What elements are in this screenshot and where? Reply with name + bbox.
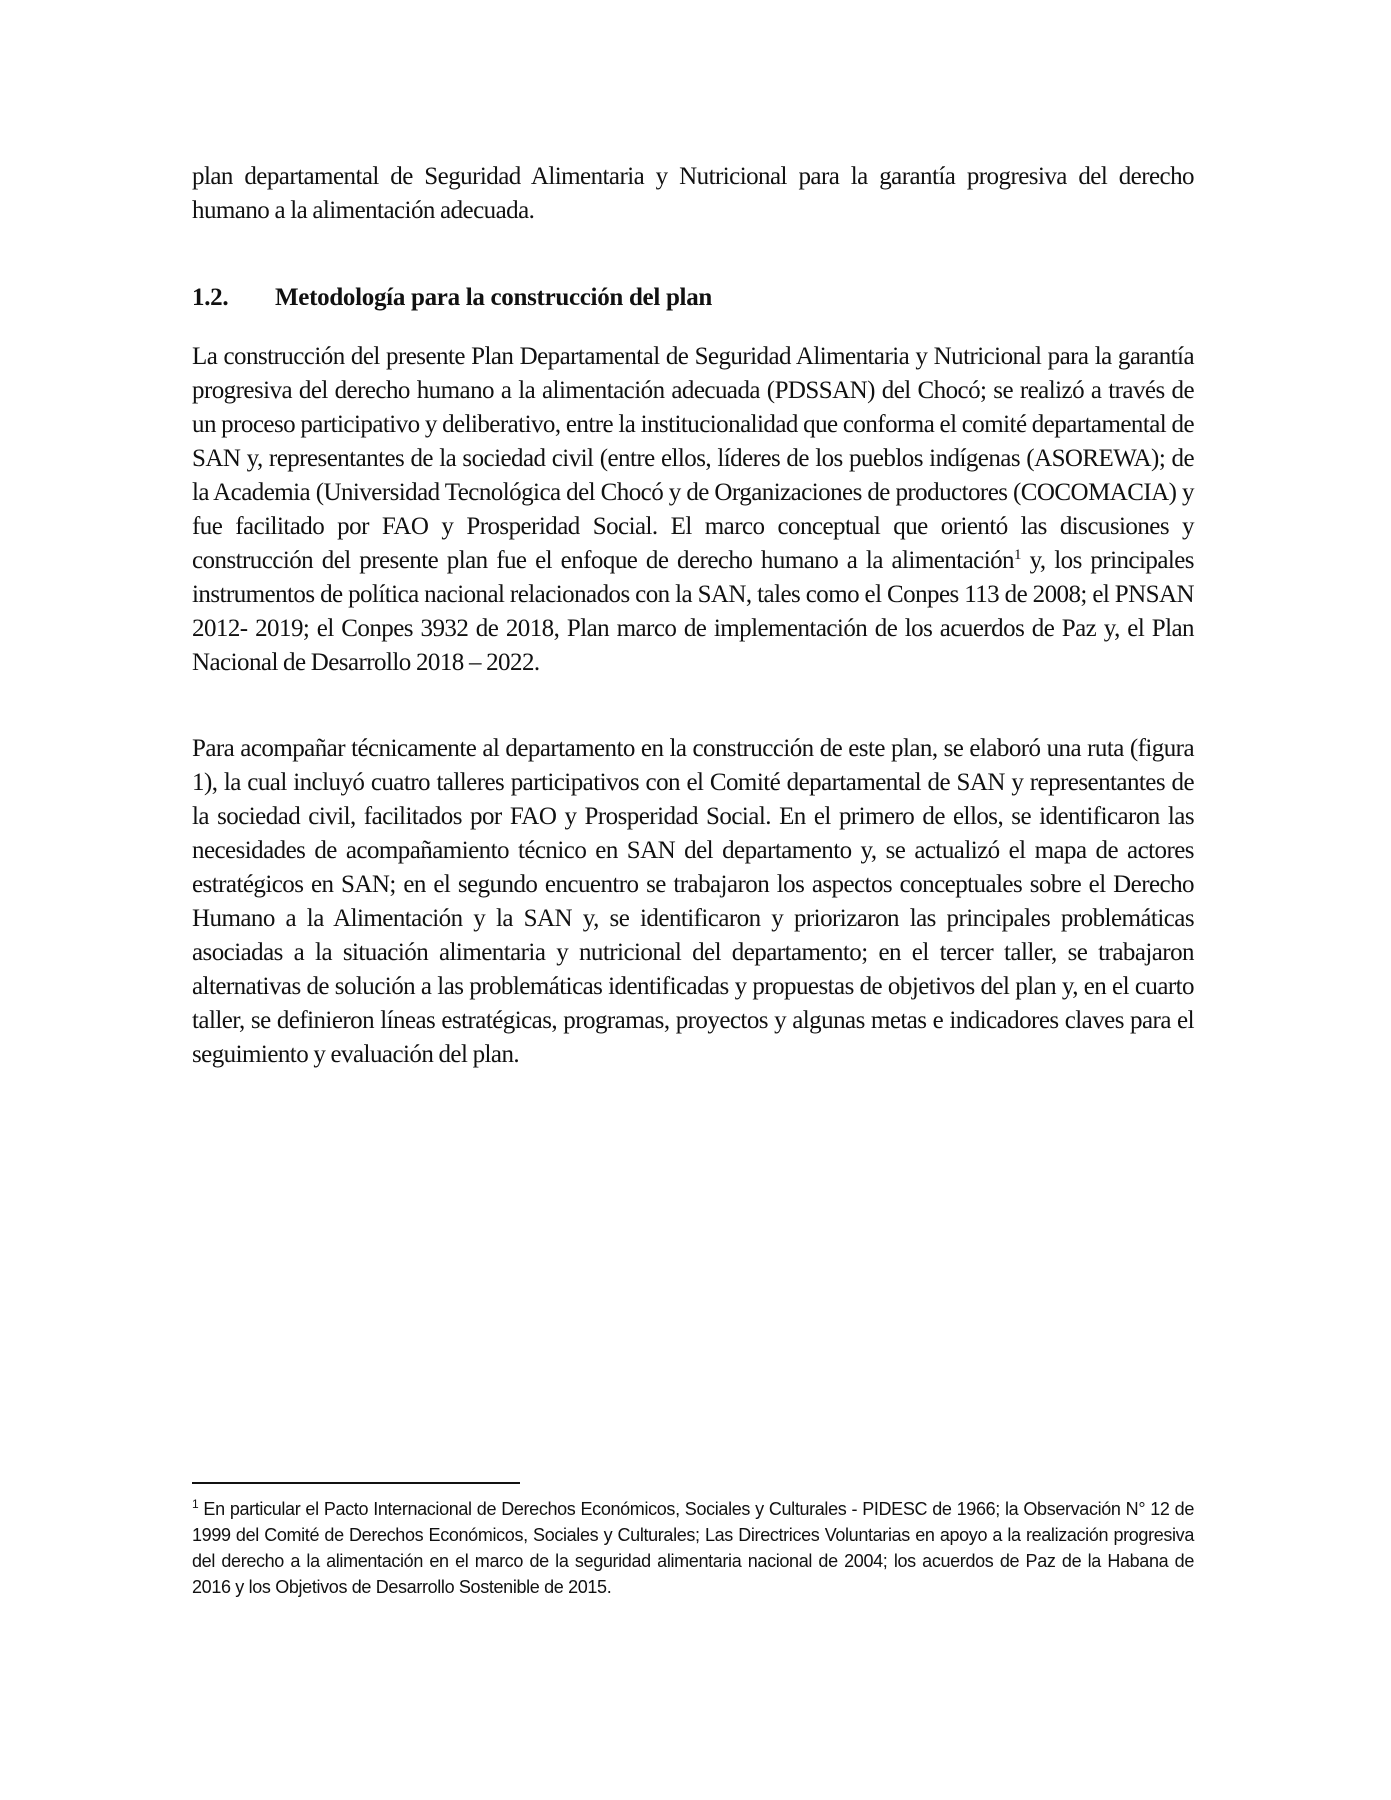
section-heading: [192, 281, 712, 315]
footnote-text: En particular el Pacto Internacional de Derechos Económicos, Sociales y Culturales - PIDESC de 1966; la Observación N° 12 de 1999 del Comité de Derechos Económicos, Sociales y Culturales; Las Directrices Voluntarias en apoyo a la realización progresiva del derecho a la alimentación en el marco de la seguridad alimentaria nacional de 2004; los acuerdos de Paz de la Habana de 2016 y los Objetivos de Desarrollo Sostenible de 2015.: [192, 1499, 1194, 1597]
paragraph-1-text-continued: y, los principales instrumentos de política nacional relacionados con la SAN, tales como el Conpes 113 de 2008; el PNSAN 2012- 2019; el Conpes 3932 de 2018, Plan marco de implementación de los acuerdos de Paz y, el Plan Nacional de Desarrollo 2018 – 2022.: [192, 547, 1194, 676]
footnote-marker: 1: [192, 1497, 199, 1511]
methodology-paragraph-2: Para acompañar técnicamente al departamento en la construcción de este plan, se elaboró una ruta (figura 1), la cual incluyó cuatro talleres participativos con el Comité departamental de SAN y representantes de la sociedad civil, facilitados por FAO y Prosperidad Social. En el primero de ellos, se identificaron las necesidades de acompañamiento técnico en SAN del departamento y, se actualizó el mapa de actores estratégicos en SAN; en el segundo encuentro se trabajaron los aspectos conceptuales sobre el Derecho Humano a la Alimentación y la SAN y, se identificaron y priorizaron las principales problemáticas asociadas a la situación alimentaria y nutricional del departamento; en el tercer taller, se trabajaron alternativas de solución a las problemáticas identificadas y propuestas de objetivos del plan y, en el cuarto taller, se definieron líneas estratégicas, programas, proyectos y algunas metas e indicadores claves para el seguimiento y evaluación del plan.: [192, 735, 1194, 1068]
intro-paragraph: plan departamental de Seguridad Alimentaria y Nutricional para la garantía progresiva del derecho humano a la alimentación adecuada.: [192, 163, 1194, 224]
footnote-separator: [192, 1482, 520, 1484]
footnote: [192, 1496, 1194, 1600]
methodology-paragraph-1: [192, 340, 1194, 680]
footnote-reference[interactable]: 1: [1014, 547, 1021, 563]
section-title: Metodología para la construcción del plan: [275, 284, 713, 311]
paragraph-1-text: La construcción del presente Plan Departamental de Seguridad Alimentaria y Nutricional para la garantía progresiva del derecho humano a la alimentación adecuada (PDSSAN) del Chocó; se realizó a través de un proceso participativo y deliberativo, entre la institucionalidad que conforma el comité departamental de SAN y, representantes de la sociedad civil (entre ellos, líderes de los pueblos indígenas (ASOREWA); de la Academia (Universidad Tecnológica del Chocó y de Organizaciones de productores (COCOMACIA) y fue facilitado por FAO y Prosperidad Social. El marco conceptual que orientó las discusiones y construcción del presente plan fue el enfoque de derecho humano a la alimentación: [192, 343, 1194, 574]
section-number: 1.2.: [192, 284, 229, 311]
